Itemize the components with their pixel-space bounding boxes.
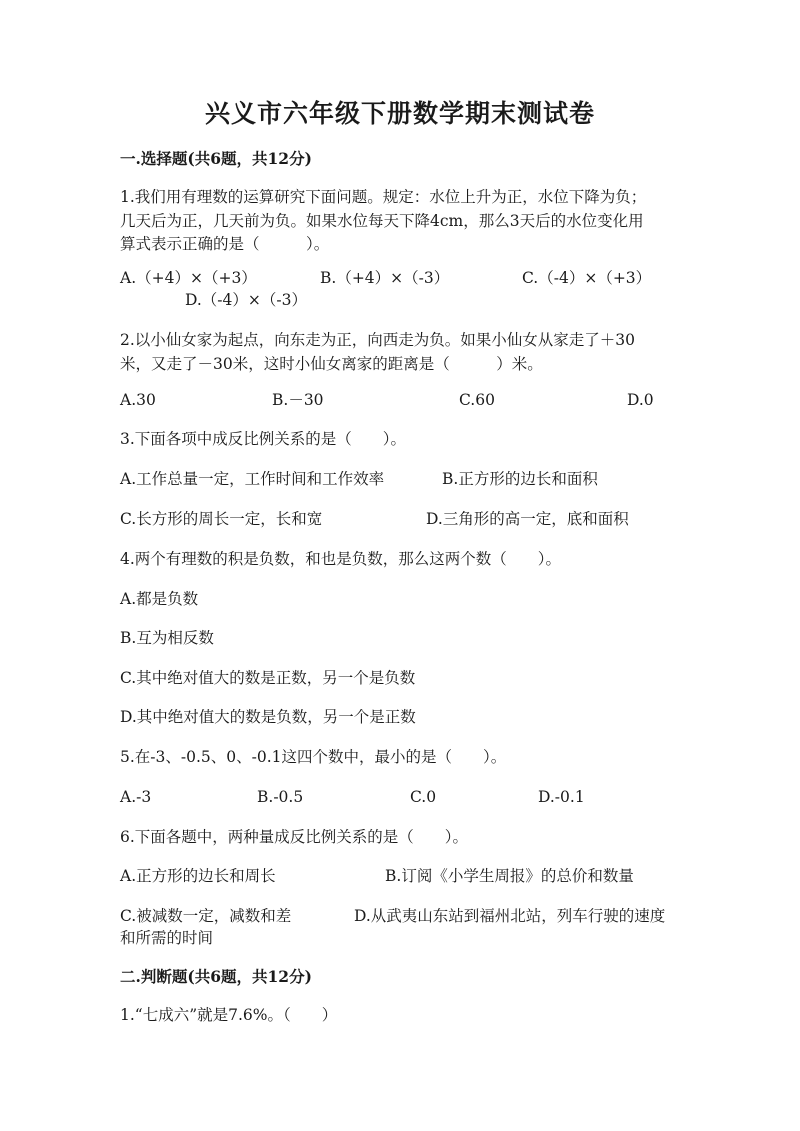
question-2 <box>120 329 680 376</box>
option-c[interactable]: C.长方形的周长一定，长和宽 <box>120 510 323 528</box>
option-d[interactable]: D.0 <box>627 391 654 409</box>
section-heading-judgement: 二.判断题(共6题，共12分) <box>120 967 312 986</box>
question-3-options-row1 <box>120 468 680 491</box>
option-d[interactable]: D.三角形的高一定，底和面积 <box>426 510 629 528</box>
question-4-stem: 4.两个有理数的积是负数，和也是负数，那么这两个数（ ）。 <box>120 550 562 568</box>
option-a[interactable]: A.（+4）×（+3） <box>120 269 257 287</box>
option-b[interactable]: B.－30 <box>272 391 324 409</box>
option-d-continued: 和所需的时间 <box>120 929 214 947</box>
option-d[interactable]: D.从武夷山东站到福州北站，列车行驶的速度 <box>354 907 666 925</box>
option-b[interactable]: B.-0.5 <box>257 788 304 806</box>
option-a[interactable]: A.工作总量一定，工作时间和工作效率 <box>120 470 385 488</box>
option-d[interactable]: D.其中绝对值大的数是负数，另一个是正数 <box>120 708 416 726</box>
question-6-options-row2 <box>120 905 680 928</box>
question-1-line: 1.我们用有理数的运算研究下面问题。规定：水位上升为正，水位下降为负； <box>120 188 647 206</box>
option-b[interactable]: B.（+4）×（-3） <box>320 269 450 287</box>
option-a[interactable]: A.30 <box>120 391 156 409</box>
option-d[interactable]: D.（-4）×（-3） <box>185 291 307 309</box>
question-5-stem: 5.在-3、-0.5、0、-0.1这四个数中，最小的是（ ）。 <box>120 748 507 766</box>
option-a[interactable]: A.都是负数 <box>120 590 199 608</box>
option-c[interactable]: C.被减数一定，减数和差 <box>120 907 292 925</box>
question-3-options-row2 <box>120 508 680 531</box>
question-5-options <box>120 786 680 809</box>
question-2-line: 米，又走了－30米，这时小仙女离家的距离是（ ）米。 <box>120 354 543 373</box>
option-c[interactable]: C.（-4）×（+3） <box>522 269 652 287</box>
question-1-line: 几天后为正，几天前为负。如果水位每天下降4cm，那么3天后的水位变化用 <box>120 211 644 230</box>
question-6-options-row1 <box>120 865 680 888</box>
option-b[interactable]: B.互为相反数 <box>120 629 214 647</box>
option-b[interactable]: B.正方形的边长和面积 <box>442 470 598 488</box>
option-c[interactable]: C.0 <box>410 788 437 806</box>
question-2-options <box>120 389 680 412</box>
question-6-stem: 6.下面各题中，两种量成反比例关系的是（ ）。 <box>120 828 469 846</box>
option-c[interactable]: C.其中绝对值大的数是正数，另一个是负数 <box>120 669 416 687</box>
option-a[interactable]: A.正方形的边长和周长 <box>120 867 276 885</box>
question-1-line: 算式表示正确的是（ ）。 <box>120 235 330 253</box>
page-title: 兴义市六年级下册数学期末测试卷 <box>204 99 595 128</box>
option-c[interactable]: C.60 <box>459 391 495 409</box>
question-1 <box>120 186 680 257</box>
question-3-stem: 3.下面各项中成反比例关系的是（ ）。 <box>120 430 407 448</box>
section-heading-choice: 一.选择题(共6题，共12分) <box>120 149 312 168</box>
question-1-options <box>120 267 680 290</box>
option-d[interactable]: D.-0.1 <box>538 788 585 806</box>
option-a[interactable]: A.-3 <box>120 788 152 806</box>
judgement-1-stem: 1.“七成六”就是7.6%。（ ） <box>120 1006 338 1024</box>
question-2-line: 2.以小仙女家为起点，向东走为正，向西走为负。如果小仙女从家走了＋30 <box>120 331 636 349</box>
option-b[interactable]: B.订阅《小学生周报》的总价和数量 <box>385 867 634 885</box>
